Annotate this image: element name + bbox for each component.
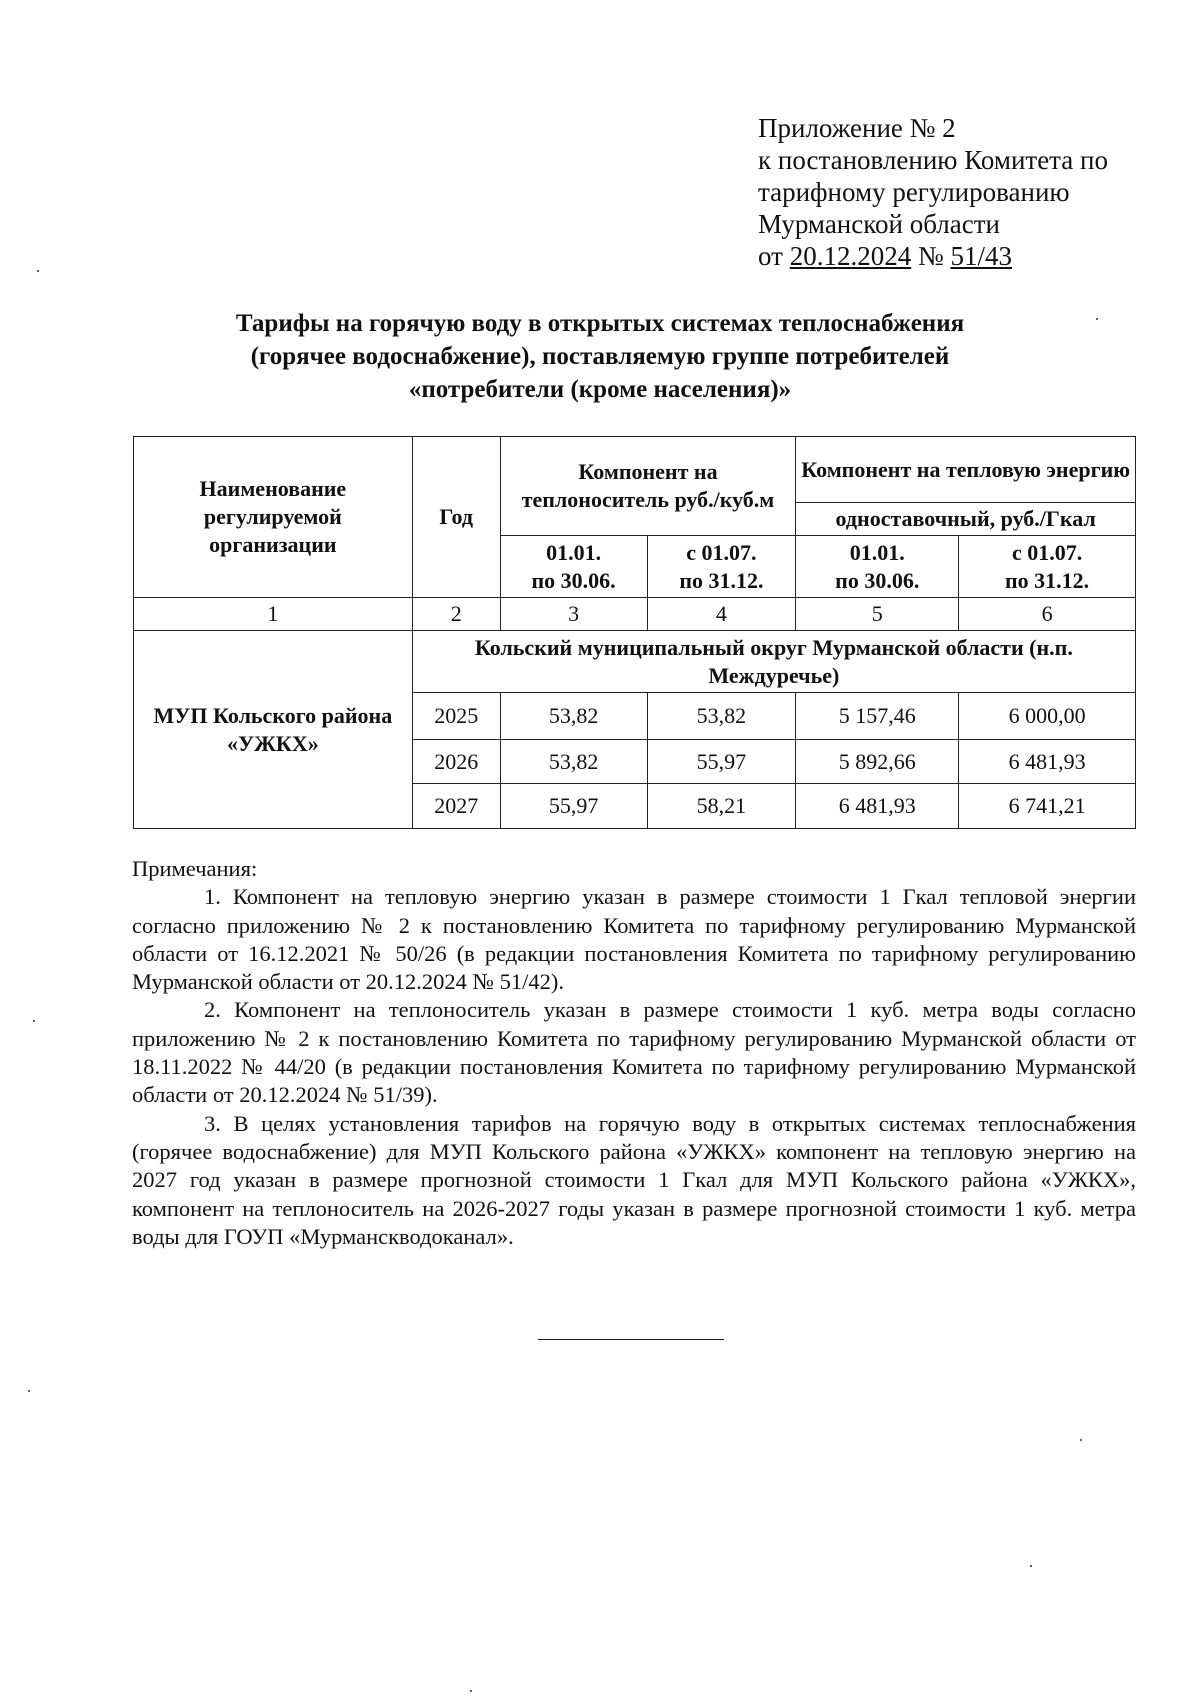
energy-h1-value: 5 157,46 — [796, 693, 959, 740]
energy-h2-value: 6 481,93 — [959, 740, 1136, 784]
period-2-to: по 31.12. — [679, 567, 764, 593]
decree-date: 20.12.2024 — [789, 241, 912, 271]
title-line-3: «потребители (кроме населения)» — [408, 376, 792, 403]
separator-line — [538, 1339, 724, 1340]
document-title — [150, 307, 1050, 406]
header-carrier-component: Компонент на теплоноситель руб./куб.м — [500, 437, 796, 536]
header-period-2 — [647, 536, 796, 598]
appendix-block — [758, 112, 1108, 272]
note-item: 1. Компонент на тепловую энергию указан в размере стоимости 1 Гкал тепловой энергии согласно приложению № 2 к постановлению Комитета по тарифному регулированию Мурманской области от 16.12.2021 № 50/26 (в редакции постановления Комитета по тарифному регулированию Мурманской области от 20.12.2024 № 51/42). — [132, 884, 1136, 995]
scan-speck — [1030, 1565, 1032, 1567]
column-number-row — [134, 598, 1136, 631]
period-2-from: с 01.07. — [686, 539, 757, 565]
carrier-h2-value: 58,21 — [647, 784, 796, 829]
scan-speck — [37, 270, 39, 272]
carrier-h1-value: 55,97 — [500, 784, 647, 829]
scan-speck — [470, 1690, 472, 1692]
tariff-table — [133, 436, 1136, 829]
row-year: 2025 — [412, 693, 500, 740]
energy-h1-value: 6 481,93 — [796, 784, 959, 829]
decree-number: 51/43 — [950, 241, 1012, 271]
header-period-4 — [959, 536, 1136, 598]
period-4-to: по 31.12. — [1004, 567, 1090, 593]
scan-speck — [33, 1020, 35, 1022]
note-item: 2. Компонент на теплоноситель указан в размере стоимости 1 куб. метра воды согласно приложению № 2 к постановлению Комитета по тарифному регулированию Мурманской области от 18.11.2022 № 44/20 (в редакции постановления Комитета по тарифному регулированию Мурманской области от 20.12.2024 № 51/39). — [132, 997, 1136, 1108]
organization-name: МУП Кольского района «УЖКХ» — [134, 631, 413, 829]
column-number: 1 — [134, 598, 413, 631]
period-3-to: по 30.06. — [835, 567, 920, 593]
period-1-from: 01.01. — [546, 539, 602, 565]
header-year: Год — [412, 437, 500, 598]
appendix-date-line — [758, 240, 1108, 272]
carrier-h1-value: 53,82 — [500, 740, 647, 784]
energy-h1-value: 5 892,66 — [796, 740, 959, 784]
appendix-line-3: тарифному регулированию — [758, 177, 1070, 207]
column-number: 3 — [500, 598, 647, 631]
notes-block — [132, 855, 1136, 1251]
row-year: 2027 — [412, 784, 500, 829]
column-number: 2 — [412, 598, 500, 631]
notes-heading: Примечания: — [132, 856, 258, 881]
period-3-from: 01.01. — [849, 539, 905, 565]
scan-speck — [28, 1390, 30, 1392]
date-prefix: от — [758, 241, 790, 271]
period-4-from: с 01.07. — [1011, 539, 1083, 565]
header-energy-component: Компонент на тепловую энергию — [796, 437, 1136, 503]
header-period-1 — [500, 536, 647, 598]
appendix-line-4: Мурманской области — [758, 209, 1000, 239]
scan-speck — [1096, 318, 1098, 320]
header-period-3 — [796, 536, 959, 598]
carrier-h2-value: 53,82 — [647, 693, 796, 740]
note-item: 3. В целях установления тарифов на горячую воду в открытых системах теплоснабжения (горячее водоснабжение) для МУП Кольского района «УЖКХ» компонент на тепловую энергию на 2027 год указан в размере прогнозной стоимости 1 Гкал для МУП Кольского района «УЖКХ», компонент на теплоноситель на 2026-2027 годы указан в размере прогнозной стоимости 1 куб. метра воды для ГОУП «Мурманскводоканал». — [132, 1110, 1136, 1249]
scan-speck — [1080, 1439, 1082, 1441]
column-number: 6 — [959, 598, 1136, 631]
column-number: 5 — [796, 598, 959, 631]
carrier-h1-value: 53,82 — [500, 693, 647, 740]
energy-h2-value: 6 741,21 — [959, 784, 1136, 829]
carrier-h2-value: 55,97 — [647, 740, 796, 784]
number-prefix: № — [911, 241, 951, 271]
column-number: 4 — [647, 598, 796, 631]
appendix-line-2: к постановлению Комитета по — [758, 145, 1108, 175]
appendix-line-1: Приложение № 2 — [758, 113, 956, 143]
header-energy-unit: одноставочный, руб./Гкал — [796, 503, 1136, 536]
title-line-1: Тарифы на горячую воду в открытых системах теплоснабжения — [235, 310, 965, 337]
period-1-to: по 30.06. — [531, 567, 616, 593]
title-line-2: (горячее водоснабжение), поставляемую группе потребителей — [250, 343, 950, 370]
energy-h2-value: 6 000,00 — [959, 693, 1136, 740]
region-heading: Кольский муниципальный округ Мурманской области (н.п. Междуречье) — [412, 631, 1135, 693]
row-year: 2026 — [412, 740, 500, 784]
header-organization: Наименование регулируемой организации — [134, 437, 413, 598]
